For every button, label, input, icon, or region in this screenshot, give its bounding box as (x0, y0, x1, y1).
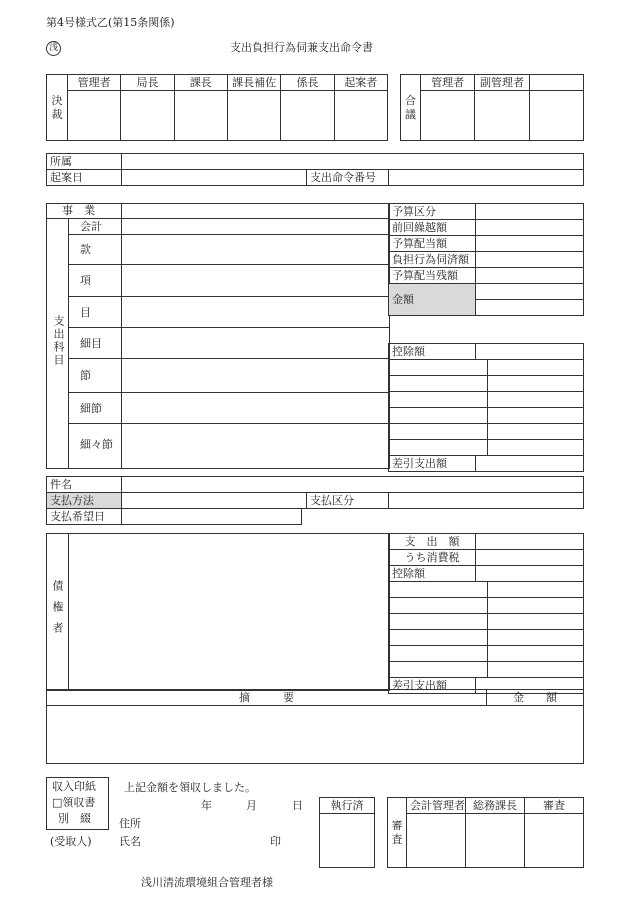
form-number: 第4号様式乙(第15条関係) (46, 16, 175, 29)
divider (68, 264, 389, 265)
divider (68, 234, 389, 235)
deduction-row[interactable] (389, 646, 488, 662)
deduction-field[interactable] (476, 344, 584, 360)
row-kaikei: 会計 (80, 220, 102, 233)
desired-date-label: 支払希望日 (47, 509, 122, 525)
row-kou: 項 (80, 274, 91, 287)
row-setsu: 節 (80, 369, 91, 382)
payment-amount-label: 支 出 額 (389, 534, 476, 550)
amount-field-2[interactable] (476, 300, 584, 316)
divider (68, 392, 389, 393)
budget-division-label: 予算区分 (389, 204, 476, 220)
draft-date-label: 起案日 (47, 170, 122, 186)
subject-label: 件名 (47, 477, 122, 493)
seal-box[interactable] (407, 814, 466, 868)
budget-table (388, 203, 584, 316)
seal-box[interactable] (421, 91, 475, 141)
net-label: 差引支出額 (389, 456, 476, 472)
kessai-label: 決裁 (47, 75, 68, 141)
committed-field[interactable] (476, 252, 584, 268)
deduction-row-amount[interactable] (488, 614, 584, 630)
department-field[interactable] (122, 154, 584, 170)
deduction-row[interactable] (389, 392, 488, 408)
deduction-row[interactable] (389, 598, 488, 614)
amount-field[interactable] (476, 284, 584, 300)
role-kianja: 起案者 (334, 75, 387, 91)
seal-box[interactable] (466, 814, 525, 868)
creditor-label: 債権者 (51, 580, 64, 643)
category-label: 支出科目 (52, 315, 65, 367)
audit-role-accounting: 会計管理者 (407, 798, 466, 814)
role-kacho-hosa: 課長補佐 (227, 75, 280, 91)
seal-box[interactable] (475, 91, 529, 141)
allocated-label: 予算配当額 (389, 236, 476, 252)
gogi-role-blank (529, 75, 583, 91)
divider (68, 423, 389, 424)
creditor-box (46, 533, 390, 691)
audit-table (387, 797, 584, 868)
budget-division-field[interactable] (476, 204, 584, 220)
summary-table (46, 689, 584, 764)
info-table (46, 153, 584, 186)
divider (121, 203, 122, 468)
deduction-row[interactable] (389, 376, 488, 392)
deduction-row-amount[interactable] (488, 646, 584, 662)
stamp-line-1: 収入印紙 (52, 780, 96, 793)
deduction-row[interactable] (389, 424, 488, 440)
executed-table (319, 797, 375, 868)
order-number-label: 支出命令番号 (307, 170, 389, 186)
deduction-row-amount[interactable] (488, 424, 584, 440)
executed-label: 執行済 (320, 798, 375, 814)
draft-date-field[interactable] (122, 170, 307, 186)
tax-label: うち消費税 (389, 550, 476, 566)
project-label: 事 業 (62, 204, 95, 217)
division-label: 支払区分 (307, 493, 389, 509)
deduction-table (388, 343, 584, 472)
audit-role-review: 審査 (525, 798, 584, 814)
stamp-line-2: □領収書 (52, 796, 96, 809)
divider (68, 296, 389, 297)
executed-seal-box[interactable] (320, 814, 375, 868)
amount-header: 金 額 (487, 690, 584, 706)
creditor-amount-table (388, 533, 584, 694)
row-saisetsu: 細節 (80, 402, 102, 415)
creditor-net-label: 差引支出額 (389, 678, 476, 694)
row-saimoku: 細目 (80, 337, 102, 350)
seal-label: 印 (270, 835, 281, 848)
divider (68, 533, 69, 690)
deduction-row[interactable] (389, 582, 488, 598)
receiver-label: (受取人) (50, 835, 92, 848)
seal-box[interactable] (227, 91, 280, 141)
received-text: 上記金額を領収しました。 (124, 781, 256, 794)
tax-field[interactable] (476, 550, 584, 566)
method-label: 支払方法 (47, 493, 122, 509)
gogi-table (400, 74, 584, 141)
seal-mark: 浅 (46, 41, 61, 56)
deduction-label: 控除額 (389, 344, 476, 360)
approval-table (46, 74, 388, 141)
deduction-row[interactable] (389, 630, 488, 646)
addressee: 浅川清流環境組合管理者様 (141, 876, 273, 889)
amount-label: 金額 (389, 284, 476, 316)
divider (68, 327, 389, 328)
deduction-row-amount[interactable] (488, 376, 584, 392)
gogi-role-kanrisha: 管理者 (421, 75, 475, 91)
audit-label: 審査 (388, 798, 407, 868)
prev-carryover-label: 前回繰越額 (389, 220, 476, 236)
summary-label: 摘 要 (47, 690, 487, 706)
division-field[interactable] (389, 493, 584, 509)
row-saisaisetsu: 細々節 (80, 438, 113, 451)
committed-label: 負担行為伺済額 (389, 252, 476, 268)
allocated-field[interactable] (476, 236, 584, 252)
role-kyokucho: 局長 (121, 75, 174, 91)
payment-table (46, 476, 584, 509)
deduction-row[interactable] (389, 408, 488, 424)
address-label: 住所 (119, 817, 141, 830)
order-number-field[interactable] (389, 170, 584, 186)
name-label: 氏名 (119, 835, 141, 848)
deduction-row-amount[interactable] (488, 662, 584, 678)
seal-box[interactable] (525, 814, 584, 868)
remaining-field[interactable] (476, 268, 584, 284)
payment-amount-field[interactable] (476, 534, 584, 550)
seal-box[interactable] (121, 91, 174, 141)
day-label: 日 (292, 799, 303, 812)
department-label: 所属 (47, 154, 122, 170)
creditor-deduction-label: 控除額 (389, 566, 476, 582)
deduction-row[interactable] (389, 662, 488, 678)
divider (46, 218, 389, 219)
role-kakaricho: 係長 (281, 75, 334, 91)
form-title: 支出負担行為伺兼支出命令書 (230, 41, 373, 54)
seal-box[interactable] (334, 91, 387, 141)
deduction-row-amount[interactable] (488, 360, 584, 376)
deduction-row-amount[interactable] (488, 582, 584, 598)
summary-field[interactable] (47, 706, 584, 764)
deduction-row-amount[interactable] (488, 440, 584, 456)
deduction-row[interactable] (389, 440, 488, 456)
seal-box[interactable] (529, 91, 583, 141)
gogi-label: 合議 (401, 75, 421, 141)
method-field[interactable] (122, 493, 307, 509)
row-moku: 目 (80, 306, 91, 319)
year-label: 年 (201, 799, 212, 812)
subject-field[interactable] (122, 477, 584, 493)
creditor-deduction-field[interactable] (476, 566, 584, 582)
role-kacho: 課長 (174, 75, 227, 91)
prev-carryover-field[interactable] (476, 220, 584, 236)
deduction-row-amount[interactable] (488, 598, 584, 614)
deduction-row[interactable] (389, 614, 488, 630)
deduction-row-amount[interactable] (488, 408, 584, 424)
gogi-role-fuku: 副管理者 (475, 75, 529, 91)
divider (68, 218, 69, 468)
expense-left-box (46, 203, 390, 469)
divider (68, 358, 389, 359)
deduction-row[interactable] (389, 360, 488, 376)
seal-box[interactable] (174, 91, 227, 141)
deduction-row-amount[interactable] (488, 630, 584, 646)
desired-date-table (46, 508, 302, 525)
desired-date-field[interactable] (122, 509, 302, 525)
deduction-row-amount[interactable] (488, 392, 584, 408)
stamp-line-3: 別 綴 (58, 812, 91, 825)
role-kanrisha: 管理者 (68, 75, 121, 91)
seal-box[interactable] (281, 91, 334, 141)
remaining-label: 予算配当残額 (389, 268, 476, 284)
net-field[interactable] (476, 456, 584, 472)
row-kan: 款 (80, 243, 91, 256)
month-label: 月 (246, 799, 257, 812)
audit-role-general: 総務課長 (466, 798, 525, 814)
seal-box[interactable] (68, 91, 121, 141)
